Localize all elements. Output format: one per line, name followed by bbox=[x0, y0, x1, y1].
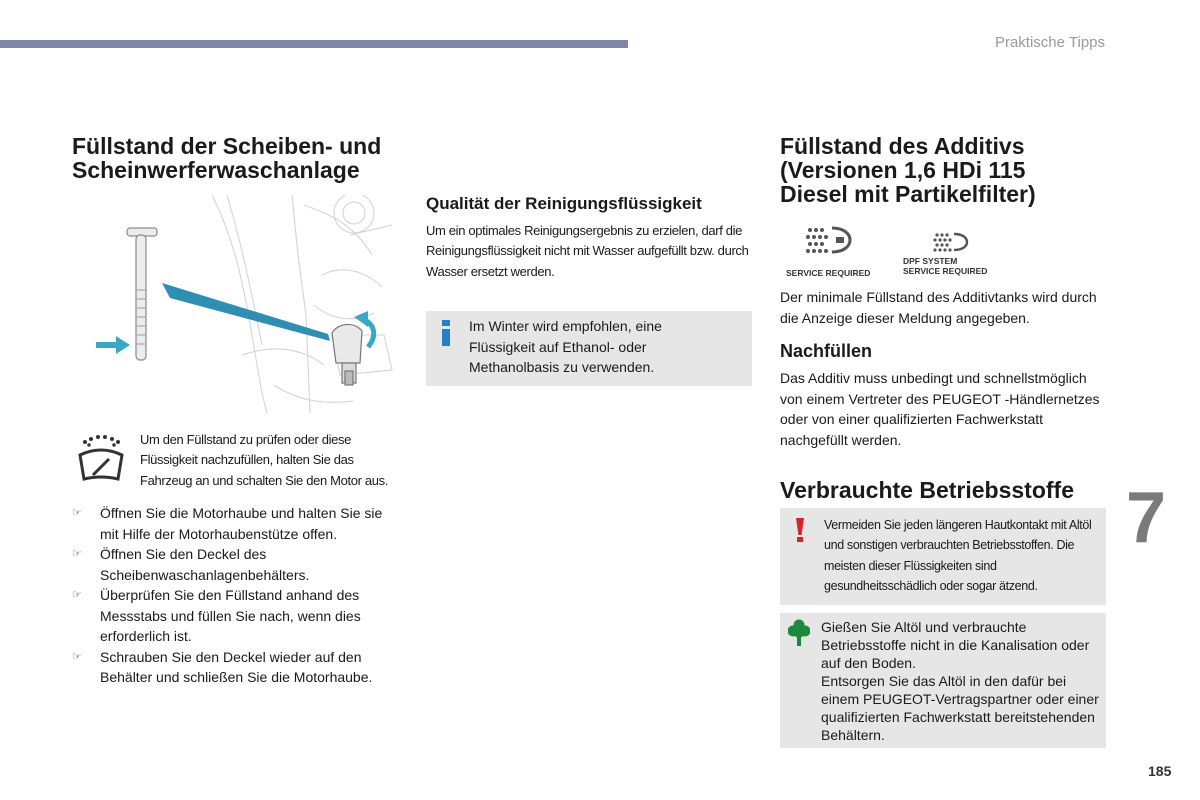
left-title bbox=[72, 134, 412, 182]
check-note: Um den Füllstand zu prüfen oder diese Flüssigkeit nachzufüllen, halten Sie das Fahrzeug an und schalten Sie den Motor aus. bbox=[140, 432, 389, 488]
hand-pointer-icon: ☞ bbox=[72, 650, 82, 663]
step-item bbox=[72, 503, 402, 544]
info-text: Im Winter wird empfohlen, eine Flüssigkeit auf Ethanol- oder Methanolbasis zu verwenden. bbox=[469, 318, 662, 375]
hand-pointer-icon: ☞ bbox=[72, 589, 82, 601]
header-accent-bar bbox=[0, 40, 628, 48]
info-icon bbox=[442, 320, 450, 346]
step-text: Schrauben Sie den Deckel wieder auf den Behälter und schließen Sie die Motorhaube. bbox=[100, 648, 373, 685]
environment-text bbox=[821, 618, 1101, 744]
step-item bbox=[72, 544, 402, 585]
step-text: Überprüfen Sie den Füllstand anhand des Messstabs und füllen Sie nach, wenn dies erforderlich ist. bbox=[100, 587, 361, 644]
right-title-line3: Diesel mit Partikelfilter) bbox=[780, 181, 1036, 207]
dpf-warning-badge bbox=[903, 231, 1003, 277]
left-steps-list bbox=[72, 503, 402, 688]
step-item bbox=[72, 585, 402, 647]
washer-icon-svg bbox=[74, 433, 128, 485]
exclamation-icon bbox=[796, 518, 804, 542]
dipstick-illustration-svg bbox=[92, 195, 397, 413]
additive-body: Der minimale Füllstand des Additivtanks wird durch die Anzeige dieser Meldung angegeben. bbox=[780, 289, 1097, 326]
warning-box bbox=[780, 508, 1106, 605]
step-item bbox=[72, 647, 402, 688]
refill-body: Das Additiv muss unbedingt und schnellstmöglich von einem Vertreter des PEUGEOT -Händlernetzes oder von einer qualifizierten Fachwerkstatt nachgefüllt werden. bbox=[780, 370, 1100, 448]
dipstick-reservoir-illustration bbox=[92, 195, 397, 413]
environment-text-2: Entsorgen Sie das Altöl in den dafür bei einem PEUGEOT-Vertragspartner oder einer qualifizierten Fachwerkstatt bereitstehenden Behältern. bbox=[821, 673, 1099, 743]
environment-text-1: Gießen Sie Altöl und verbrauchte Betriebsstoffe nicht in die Kanalisation oder auf den Boden. bbox=[821, 619, 1090, 671]
info-box bbox=[426, 311, 752, 386]
section2-title: Verbrauchte Betriebsstoffe bbox=[780, 477, 1074, 503]
windscreen-washer-icon bbox=[74, 433, 128, 485]
badge2-line2: SERVICE REQUIRED bbox=[903, 266, 988, 276]
right-title-line1: Füllstand des Additivs bbox=[780, 133, 1025, 159]
step-text: Öffnen Sie die Motorhaube und halten Sie sie mit Hilfe der Motorhaubenstütze offen. bbox=[100, 505, 383, 542]
dpf-warning-icon bbox=[931, 231, 995, 259]
left-title-line2: Scheinwerferwaschanlage bbox=[72, 157, 360, 183]
page-number: 185 bbox=[1148, 763, 1172, 779]
badge2-line1: DPF SYSTEM bbox=[903, 256, 958, 266]
quality-body: Um ein optimales Reinigungsergebnis zu erzielen, darf die Reinigungsflüssigkeit nicht mit Wasser aufgefüllt bzw. durch Wasser ersetzt werden. bbox=[426, 223, 749, 279]
section-title: Praktische Tipps bbox=[994, 34, 1105, 51]
left-title-line1: Füllstand der Scheiben- und bbox=[72, 133, 382, 159]
right-title bbox=[780, 134, 1120, 206]
tree-icon bbox=[788, 619, 810, 647]
right-title-line2: (Versionen 1,6 HDi 115 bbox=[780, 157, 1026, 183]
additive-warning-badge bbox=[786, 224, 886, 280]
hand-pointer-icon: ☞ bbox=[72, 507, 82, 519]
environment-box bbox=[780, 613, 1106, 748]
badge2-label bbox=[903, 256, 987, 276]
badge1-label: SERVICE REQUIRED bbox=[786, 268, 871, 278]
warning-text: Vermeiden Sie jeden längeren Hautkontakt mit Altöl und sonstigen verbrauchten Betriebsstoffen. Die meisten dieser Flüssigkeiten sind gesundheitsschädlich oder sogar ätzend. bbox=[824, 518, 1092, 593]
step-text: Öffnen Sie den Deckel des Scheibenwaschanlagenbehälters. bbox=[100, 546, 310, 583]
chapter-number: 7 bbox=[1126, 478, 1167, 558]
hand-pointer-icon: ☞ bbox=[72, 548, 82, 560]
additive-warning-icon bbox=[786, 224, 886, 268]
refill-heading: Nachfüllen bbox=[780, 341, 873, 361]
tree-icon-svg bbox=[788, 619, 810, 647]
quality-heading: Qualität der Reinigungsflüssigkeit bbox=[426, 194, 702, 213]
